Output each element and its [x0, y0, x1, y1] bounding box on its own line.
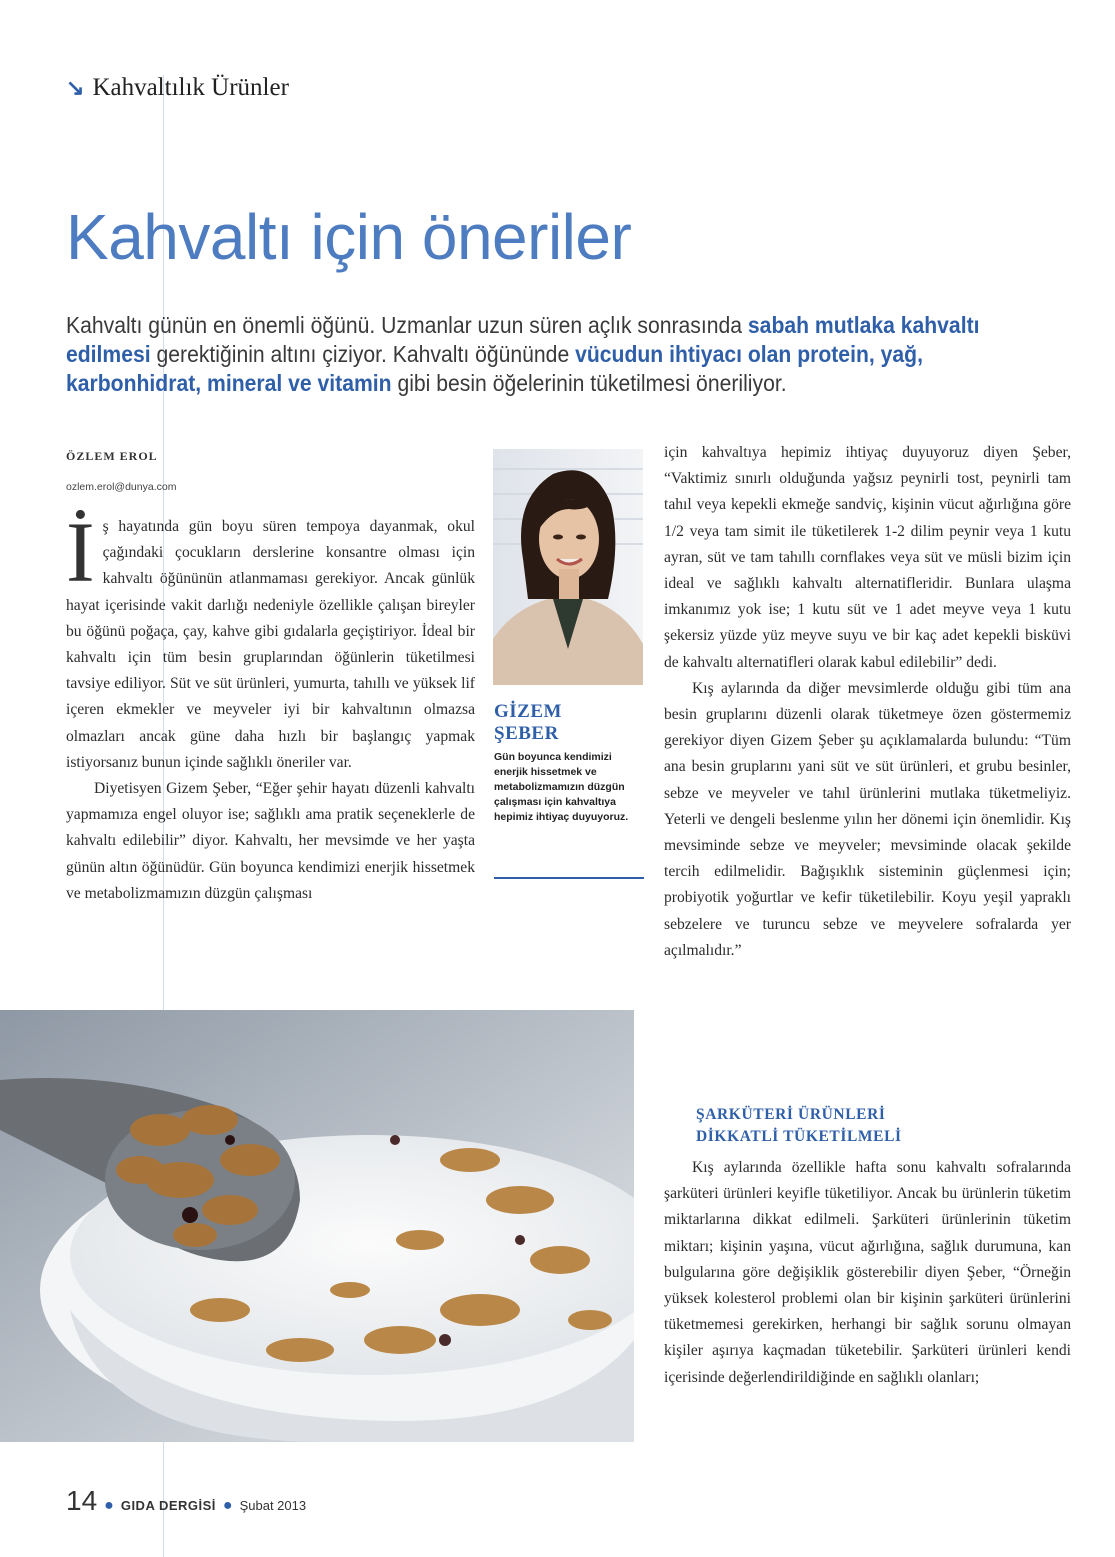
article-title: Kahvaltı için öneriler: [66, 201, 632, 273]
subheading-line: ŞARKÜTERİ ÜRÜNLERİ: [696, 1106, 886, 1123]
page-footer: [66, 1485, 306, 1517]
author-email[interactable]: ozlem.erol@dunya.com: [66, 481, 177, 493]
paragraph: Diyetisyen Gizem Şeber, “Eğer şehir hayatı düzenli kahvaltı yapmamıza engel oluyor ise; sağlıklı ama pratik seçeneklerle de kahvaltı edilebilir” diyor. Kahvaltı, her mevsimde ve her yaşta günün altın öğünüdür. Gün boyunca kendimizi enerjik hissetmek ve metabolizmamızın düzgün çalışması: [66, 780, 475, 902]
profile-last-name: ŞEBER: [494, 723, 559, 744]
portrait-photo: [493, 449, 643, 685]
column-left: [66, 504, 475, 907]
page-number: 14: [66, 1485, 98, 1516]
author-name: ÖZLEM EROL: [66, 449, 158, 463]
subheading: [696, 1104, 902, 1148]
profile-quote: Gün boyunca kendimizi enerjik hissetmek ve metabolizmamızın düzgün çalışması için kahvaltıya hepimiz ihtiyaç duyuyoruz.: [494, 751, 629, 823]
profile-divider: [494, 877, 644, 879]
subheading-line: DİKKATLİ TÜKETİLMELİ: [696, 1128, 902, 1145]
issue-date: Şubat 2013: [239, 1498, 307, 1513]
drop-cap: İ: [66, 504, 95, 600]
paragraph: Kış aylarında da diğer mevsimlerde olduğu gibi tüm ana besin gruplarını düzenli olarak tüketmeye özen göstermemiz gerekiyor diyen Gizem Şeber şu açıklamalarda bulundu: “Tüm ana besin gruplarını yani süt ve süt ürünleri, et grubu besinler, sebze ve meyveler ve tahıl ürünlerini mutlaka tüketmeliyiz. Yeterli ve dengeli beslenme yılın her dönemi için önemlidir. Kış mevsiminde sebze ve meyveler; mevsiminde olacak şekilde tercih edilmelidir. Bağışıklık sisteminin güçlenmesi için; probiyotik yoğurtlar ve kefir tüketilebilir. Koyu yeşil yapraklı sebzelere ve turuncu sebze ve meyvelere sofralarda yer açılmalıdır.”: [664, 679, 1071, 959]
paragraph: için kahvaltıya hepimiz ihtiyaç duyuyoruz diyen Şeber, “Vaktimiz sınırlı olduğunda yağsız peynirli tost, peynirli tam tahıl veya kepekli ekmeğe sandviç, kişinin vücut ağırlığına göre 1/2 veya tam simit ile tüketilerek 1-2 dilim peynir veya 1 kutu ayran, süt ve tam tahıllı cornflakes veya süt ve müsli bizim için ideal ve sağlıklı kahvaltı alternatifleridir. Bunlara ulaşma imkanımız yok ise; 1 kutu süt ve 1 adet meyve veya 1 kutu şekersiz yüzde yüz meyve suyu ve bir kaç adet kepekli bisküvi de kahvaltı alternatifleri olarak kabul edilebilir” dedi.: [664, 444, 1071, 671]
article-lead: [66, 311, 1047, 398]
lead-highlight: vücudun ihtiyacı olan protein, yağ, karbonhidrat, mineral ve vitamin: [66, 341, 923, 396]
lead-text: gerektiğinin altını çiziyor. Kahvaltı öğününde: [150, 341, 576, 367]
column-right-continued: [664, 1155, 1071, 1391]
profile-first-name: GİZEM: [494, 701, 562, 722]
section-label: Kahvaltılık Ürünler: [92, 74, 289, 101]
lead-highlight: sabah mutlaka kahvaltı edilmesi: [66, 312, 980, 367]
lead-text: gibi besin öğelerinin tüketilmesi öneriliyor.: [391, 370, 787, 396]
section-header: [66, 74, 289, 102]
paragraph: ş hayatında gün boyu süren tempoya dayanmak, okul çağındaki çocukların derslerine konsantre olması için kahvaltı öğününün atlanmaması gerekiyor. Ancak günlük hayat içerisinde vakit darlığı nedeniyle özellikle çalışan bireyler bu öğünü poğaça, çay, kahve gibi gıdalarla geçiştiriyor. İdeal bir kahvaltı için tüm besin gruplarından öğünlerin tüketilmesi tavsiye ediliyor. Süt ve süt ürünleri, yumurta, tahıllı ve yüksek lif içeren ekmekler ve meyveler iyi bir kahvaltının olmazsa olmazları ancak güne daha hızlı bir başlangıç yapmak istiyorsanız bunun içinde sağlıklı öneriler var.: [66, 518, 475, 771]
magazine-name: GIDA DERGİSİ: [120, 1498, 216, 1513]
profile-name: [494, 701, 562, 745]
bullet-icon: ●: [222, 1497, 233, 1514]
bullet-icon: ●: [104, 1497, 114, 1514]
lead-text: Kahvaltı günün en önemli öğünü. Uzmanlar uzun süren açlık sonrasında: [66, 312, 748, 338]
granola-bowl-photo: [0, 1010, 634, 1442]
paragraph: Kış aylarında özellikle hafta sonu kahvaltı sofralarında şarküteri ürünleri keyifle tüketiliyor. Ancak bu ürünlerin tüketim miktarlarına dikkat edilmeli. Şarküteri ürünlerinin tüketim miktarı; kişinin yaşına, vücut ağırlığına, sağlık durumuna, kan bulgularına göre değişiklik gösterebilir diyen Şeber, “Örneğin yüksek kolesterol problemi olan bir kişinin şarküteri ürünlerini tüketmemesi gerekirken, herhangi bir sağlık sorunu olmayan kişiler aşırıya kaçmadan tüketebilir. Şarküteri ürünleri kendi içerisinde değerlendirildiğinde en sağlıklı olanları;: [664, 1159, 1071, 1386]
column-right: [664, 440, 1071, 964]
arrow-down-right-icon: ↘: [66, 75, 85, 100]
